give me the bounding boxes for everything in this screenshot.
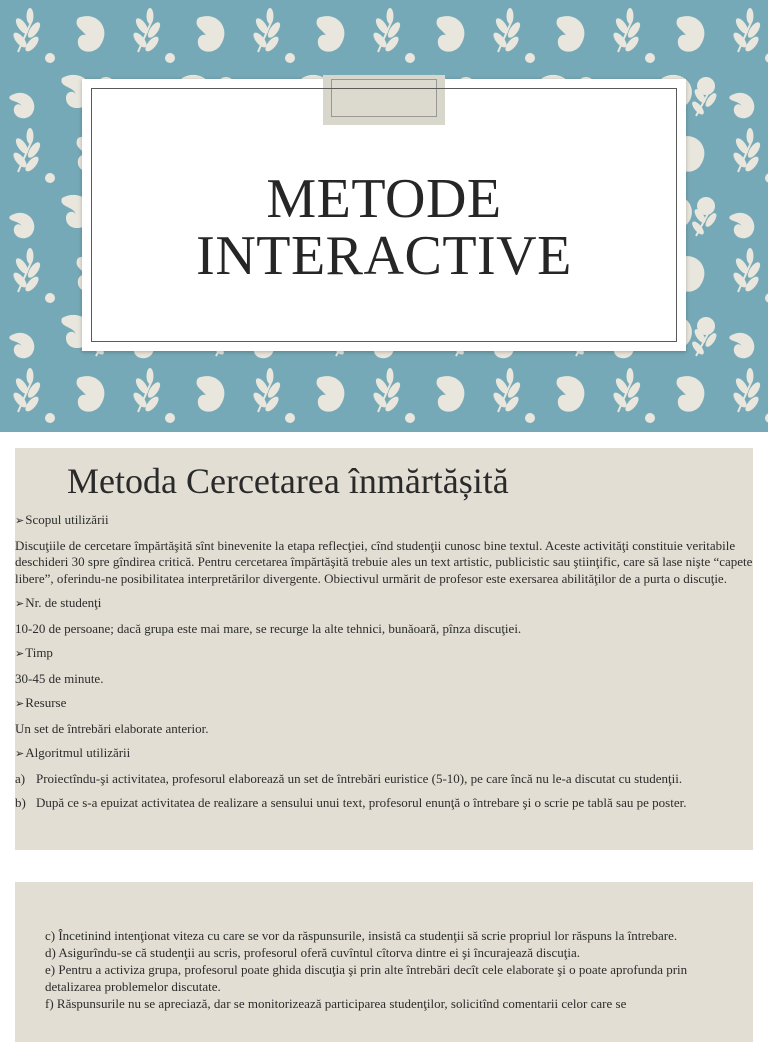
- list-item: [15, 771, 753, 788]
- step-f: f) Răspunsurile nu se apreciază, dar se monitorizează participarea studenţilor, solicitînd comentarii celor care se: [45, 996, 627, 1011]
- paragraph-timp: 30-45 de minute.: [15, 670, 104, 686]
- bullet-algoritm: ➢ Algoritmul utilizării: [15, 745, 753, 763]
- slide-body: [45, 927, 735, 1012]
- bullet-resurse: ➢ Resurse: [15, 695, 753, 713]
- paragraph-scop: Discuţiile de cercetare împărtăşită sînt binevenite la etapa reflecţiei, cînd studenţii cunosc bine textul. Aceste activităţi constituie veritabile deschideri 30 spre gîndirea critică. Pentru cercetarea împărtăşită trebuie ales un text artistic, publicistic sau ştiinţific, care să lase nişte “capete libere”, oferindu-ne posibilitatea interpretărilor divergente. Obiectivul urmărit de profesor este exersarea abilităţilor de a purta o discuţie.: [15, 537, 753, 586]
- step-e: e) Pentru a activiza grupa, profesorul poate ghida discuţia şi prin alte întrebări decît cele elaborate şi o poate aprofunda prin detalizarea problemelor discutate.: [45, 962, 688, 994]
- list-item: [15, 795, 753, 812]
- bullet-nr-studenti: ➢ Nr. de studenţi: [15, 595, 753, 613]
- slide-heading: Metoda Cercetarea înmărtășită: [67, 461, 509, 501]
- title-line-2: INTERACTIVE: [196, 225, 572, 287]
- paragraph-nr-studenti: 10-20 de persoane; dacă grupa este mai mare, se recurge la alte tehnici, bunăoară, pînza discuţiei.: [15, 620, 522, 636]
- slide-body: [15, 512, 753, 820]
- list-item-label: a): [15, 770, 26, 786]
- title-line-1: METODE: [266, 168, 502, 230]
- content-slide-2: [15, 448, 753, 850]
- step-d: d) Asigurîndu-se că studenţii au scris, profesorul oferă cuvîntul cîtorva dintre ei şi încurajează discuţia.: [45, 945, 580, 960]
- slide-title: [196, 168, 572, 287]
- bullet-timp: ➢ Timp: [15, 645, 753, 663]
- content-slide-3: [15, 882, 753, 1042]
- title-card-frame: [91, 88, 677, 342]
- paragraph-resurse: Un set de întrebări elaborate anterior.: [15, 720, 209, 736]
- list-item-text: După ce s-a epuizat activitatea de realizare a sensului unui text, profesorul enunţă o întrebare şi o scrie pe tablă sau pe poster.: [36, 795, 687, 810]
- title-slide: [0, 0, 768, 432]
- list-item-text: Proiectîndu-şi activitatea, profesorul elaborează un set de întrebări euristice (5-10), pe care încă nu le-a discutat cu studenţii.: [36, 770, 683, 786]
- title-card: [82, 79, 686, 351]
- list-item-label: b): [15, 795, 26, 810]
- bullet-scop: ➢ Scopul utilizării: [15, 512, 753, 530]
- step-c: c) Încetinind intenţionat viteza cu care se vor da răspunsurile, insistă ca studenţii să scrie propriul lor răspuns la întrebare.: [45, 928, 678, 943]
